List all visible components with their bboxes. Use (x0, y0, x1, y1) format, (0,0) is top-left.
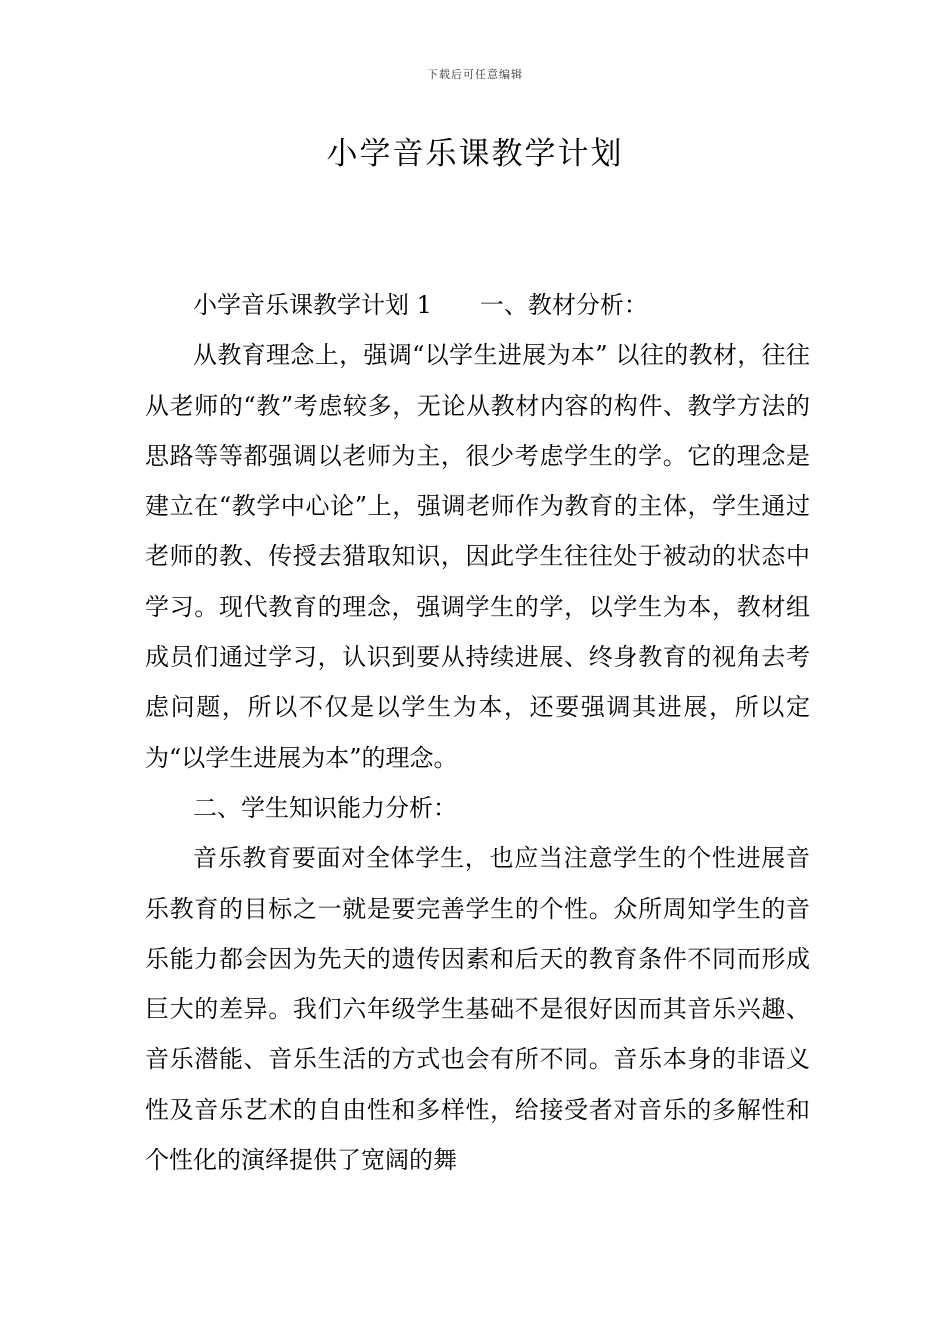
section-one-lead: 小学音乐课教学计划 1 (193, 291, 432, 319)
section-one-line (145, 280, 810, 330)
page-title: 小学音乐课教学计划 (326, 136, 624, 172)
section-one-heading: 一、教材分析： (479, 291, 648, 319)
paragraph-student-ability: 音乐教育要面对全体学生，也应当注意学生的个性进展音乐教育的目标之一就是要完善学生的个性。众所周知学生的音乐能力都会因为先天的遗传因素和后天的教育条件不同而形成巨大的差异。我们六年级学生基础不是很好因而其音乐兴趣、音乐潜能、音乐生活的方式也会有所不同。音乐本身的非语义性及音乐艺术的自由性和多样性，给接受者对音乐的多解性和个性化的演绎提供了宽阔的舞 (145, 844, 810, 1175)
header-note: 下载后可任意编辑 (427, 68, 523, 81)
document-body (145, 280, 810, 1185)
paragraph-teaching-concept: 从教育理念上，强调“以学生进展为本” 以往的教材，往往从老师的“教”考虑较多，无论从教材内容的构件、教学方法的思路等等都强调以老师为主，很少考虑学生的学。它的理念是建立在“教学中心论”上，强调老师作为教育的主体，学生通过老师的教、传授去猎取知识，因此学生往往处于被动的状态中学习。现代教育的理念，强调学生的学，以学生为本，教材组成员们通过学习，认识到要从持续进展、终身教育的视角去考虑问题，所以不仅是以学生为本，还要强调其进展，所以定为“以学生进展为本”的理念。 (145, 341, 810, 772)
section-two-heading: 二、学生知识能力分析： (193, 793, 457, 822)
